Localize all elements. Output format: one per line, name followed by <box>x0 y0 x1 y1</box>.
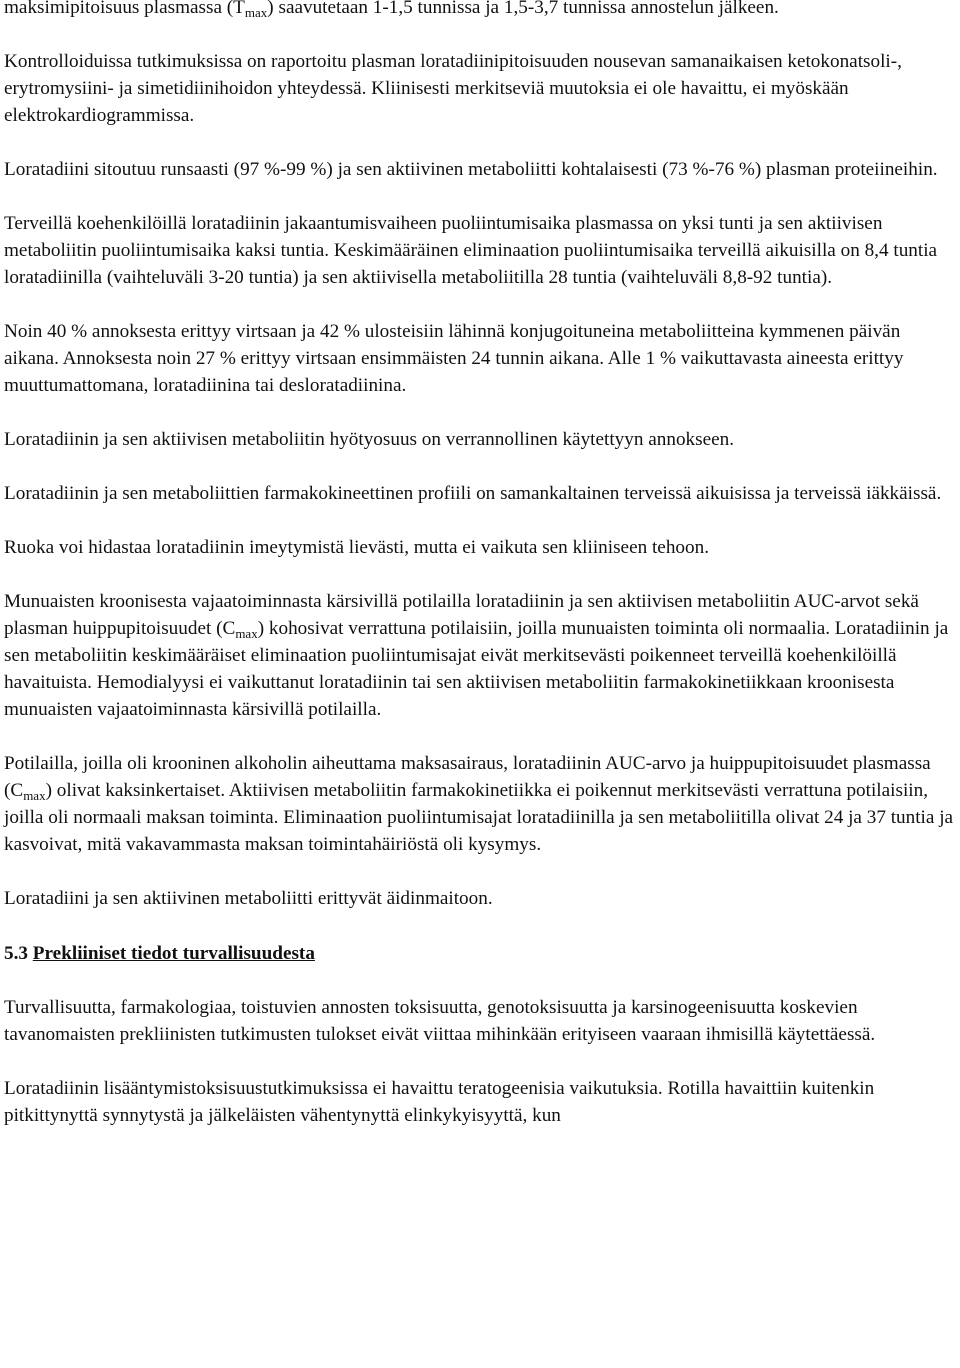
section-title: Prekliiniset tiedot turvallisuudesta <box>32 943 315 964</box>
paragraph-renal-text-a: Munuaisten kroonisesta vajaatoiminnasta kärsivillä potilailla loratadiinin ja sen aktiivisen metaboliitin AUC-arvot sekä plasman huippupitoisuudet (C <box>4 591 919 639</box>
paragraph-bioavailability: Loratadiinin ja sen aktiivisen metaboliitin hyötyosuus on verrannollinen käytettyyn annokseen. <box>4 429 735 450</box>
paragraph-hepatic-text-b: ) olivat kaksinkertaiset. Aktiivisen metaboliitin farmakokinetiikka ei poikennut merkitsevästi verrattuna potilaisiin, joilla oli normaali maksan toiminta. Eliminaation puoliintumisajat loratadiinilla ja sen metaboliitilla olivat 24 ja 37 tuntia ja kasvoivat, mitä vakavammasta maksan toimintahäiriöstä oli kysymys. <box>4 780 954 855</box>
section-heading <box>4 940 956 967</box>
paragraph-interactions: Kontrolloiduissa tutkimuksissa on raportoitu plasman loratadiinipitoisuuden nousevan samanaikaisen ketokonatsoli-, erytromysiini- ja simetidiinihoidon yhteydessä. Kliinisesti merkitseviä muutoksia ei ole havaittu, ei myöskään elektrokardiogrammissa. <box>4 51 902 126</box>
paragraph-half-life: Terveillä koehenkilöillä loratadiinin jakaantumisvaiheen puoliintumisaika plasmassa on yksi tunti ja sen aktiivisen metaboliitin puoliintumisaika kaksi tuntia. Keskimääräinen eliminaation puoliintumisaika terveillä aikuisilla on 8,4 tuntia loratadiinilla (vaihteluväli 3-20 tuntia) ja sen aktiivisella metaboliitilla 28 tuntia (vaihteluväli 8,8-92 tuntia). <box>4 213 938 288</box>
paragraph-renal <box>4 588 956 723</box>
paragraph-food: Ruoka voi hidastaa loratadiinin imeytymistä lievästi, mutta ei vaikuta sen kliiniseen tehoon. <box>4 537 709 558</box>
document-page <box>4 0 956 1129</box>
paragraph-hepatic <box>4 750 956 858</box>
paragraph-tmax <box>4 0 956 21</box>
paragraph-breast-milk: Loratadiini ja sen aktiivinen metaboliitti erittyvät äidinmaitoon. <box>4 888 493 909</box>
paragraph-protein-binding: Loratadiini sitoutuu runsaasti (97 %-99 %) ja sen aktiivinen metaboliitti kohtalaisesti (73 %-76 %) plasman proteiineihin. <box>4 159 938 180</box>
section-number: 5.3 <box>4 943 28 964</box>
paragraph-elderly: Loratadiinin ja sen metaboliittien farmakokineettinen profiili on samankaltainen terveissä aikuisissa ja terveissä iäkkäissä. <box>4 483 942 504</box>
paragraph-hepatic-text-a: Potilailla, joilla oli krooninen alkoholin aiheuttama maksasairaus, loratadiinin AUC-arvo ja huippupitoisuudet plasmassa (C <box>4 753 931 801</box>
paragraph-reproductive-toxicity: Loratadiinin lisääntymistoksisuustutkimuksissa ei havaittu teratogeenisia vaikutuksia. Rotilla havaittiin kuitenkin pitkittynyttä synnytystä ja jälkeläisten vähentynyttä elinkykyisyyttä, kun <box>4 1078 875 1126</box>
paragraph-renal-text-b: ) kohosivat verrattuna potilaisiin, joilla munuaisten toiminta oli normaalia. Loratadiinin ja sen metaboliitin keskimääräiset eliminaation puoliintumisajat eivät merkitsevästi poikenneet terveillä koehenkilöillä havaituista. Hemodialyysi ei vaikuttanut loratadiinin tai sen aktiivisen metaboliitin farmakokinetiikkaan kroonisesta munuaisten vajaatoiminnasta kärsivillä potilailla. <box>4 618 949 720</box>
tmax-subscript: max <box>244 5 268 20</box>
paragraph-excretion: Noin 40 % annoksesta erittyy virtsaan ja 42 % ulosteisiin lähinnä konjugoituneina metaboliitteina kymmenen päivän aikana. Annoksesta noin 27 % erittyy virtsaan ensimmäisten 24 tunnin aikana. Alle 1 % vaikuttavasta aineesta erittyy muuttumattomana, loratadiinina tai desloratadiinina. <box>4 321 904 396</box>
cmax-subscript: max <box>23 788 46 803</box>
paragraph-preclinical-safety: Turvallisuutta, farmakologiaa, toistuvien annosten toksisuutta, genotoksisuutta ja karsinogeenisuutta koskevien tavanomaisten prekliinisten tutkimusten tulokset eivät viittaa mihinkään erityiseen vaaraan ihmisillä käytettäessä. <box>4 997 876 1045</box>
paragraph-tmax-text-b: ) saavutetaan 1-1,5 tunnissa ja 1,5-3,7 tunnissa annostelun jälkeen. <box>267 0 779 18</box>
cmax-subscript: max <box>235 626 258 641</box>
paragraph-tmax-text-a: maksimipitoisuus plasmassa (T <box>4 0 245 18</box>
